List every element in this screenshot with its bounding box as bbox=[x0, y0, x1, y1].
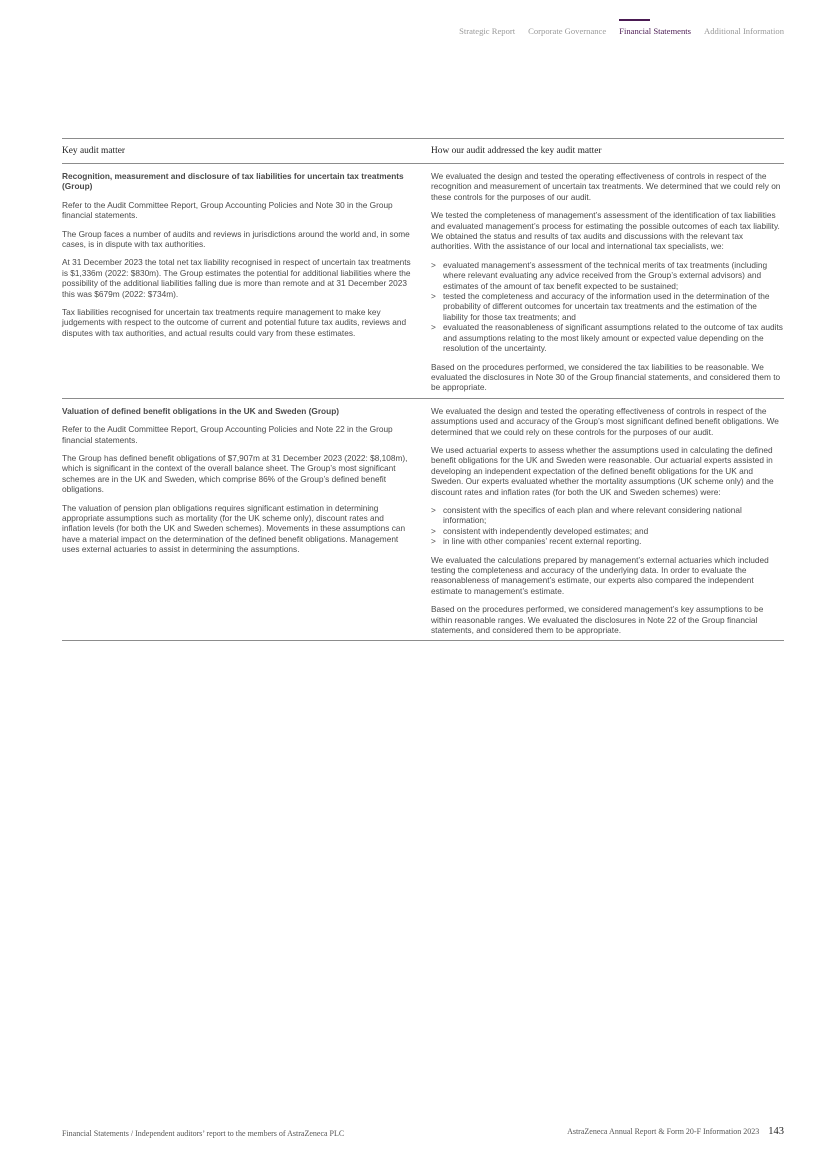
list-item: > in line with other companies’ recent external reporting. bbox=[431, 536, 784, 546]
list-item: > consistent with independently developed estimates; and bbox=[431, 526, 784, 536]
list-item: > evaluated management’s assessment of the technical merits of tax treatments (including where relevant evaluating any advice received from the Group’s external advisors) and estimates of the amount of tax benefit expected to be sustained; bbox=[431, 260, 784, 291]
paragraph: Based on the procedures performed, we considered management’s key assumptions to be within reasonable ranges. We evaluated the disclosures in Note 22 of the Group financial statements, and considered them to be appropriate. bbox=[431, 604, 764, 636]
nav-corporate-governance[interactable]: Corporate Governance bbox=[528, 26, 607, 36]
header-how-addressed: How our audit addressed the key audit matter bbox=[431, 146, 602, 156]
audit-matter-title: Recognition, measurement and disclosure of tax liabilities for uncertain tax treatments (Group) bbox=[62, 171, 404, 192]
paragraph: Refer to the Audit Committee Report, Group Accounting Policies and Note 22 in the Group financial statements. bbox=[62, 424, 393, 445]
paragraph: The Group faces a number of audits and reviews in jurisdictions around the world and, in some cases, is in dispute with tax authorities. bbox=[62, 228, 410, 250]
table-header bbox=[62, 138, 784, 164]
paragraph: The valuation of pension plan obligations requires significant estimation in determining appropriate assumptions such as mortality (for the UK scheme only), discount rates and inflation levels (for both the UK and Sweden schemes). Movements in these assumptions can have a material impact on the determination of the defined benefit obligations. Management uses external actuaries to assist in determining the assumptions. bbox=[62, 502, 406, 555]
key-audit-matters-table bbox=[62, 138, 784, 641]
table-row bbox=[62, 399, 784, 642]
paragraph: Tax liabilities recognised for uncertain tax treatments require management to make key judgements with respect to the outcome of current and potential future tax audits, reviews and disputes with tax authorities, and actual results could vary from these estimates. bbox=[62, 307, 407, 338]
page-number: 143 bbox=[768, 1126, 784, 1137]
bullet-list bbox=[431, 260, 784, 354]
paragraph: We evaluated the design and tested the operating effectiveness of controls in respect of the assumptions used and accuracy of the Group’s most significant defined benefit obligations. We determined that we could rely on these controls for the purposes of our audit. bbox=[431, 405, 779, 437]
audit-response-cell bbox=[431, 171, 784, 393]
paragraph: We evaluated the design and tested the operating effectiveness of controls in respect of the recognition and measurement of uncertain tax treatments. We determined that we could rely on these controls for the purposes of our audit. bbox=[431, 171, 781, 202]
paragraph: Refer to the Audit Committee Report, Group Accounting Policies and Note 30 in the Group financial statements. bbox=[62, 199, 393, 221]
table-row bbox=[62, 164, 784, 399]
list-item: > consistent with the specifics of each plan and where relevant considering national information; bbox=[431, 505, 784, 526]
paragraph: We evaluated the calculations prepared by management’s external actuaries which included testing the completeness and accuracy of the underlying data. In order to evaluate the reasonableness of management’s estimate, our experts also compared the independent estimate to management’s estimate. bbox=[431, 554, 769, 596]
paragraph: Based on the procedures performed, we considered the tax liabilities to be reasonable. We evaluated the disclosures in Note 30 of the Group financial statements, and considered them to be appropriate. bbox=[431, 361, 781, 393]
nav-strategic-report[interactable]: Strategic Report bbox=[459, 26, 516, 36]
paragraph: We tested the completeness of management’s assessment of the identification of tax liabilities and evaluated management’s process for estimating the possible outcomes of each tax liability. We obtained the status and results of tax audits and discussions with the relevant tax authorities. With the assistance of our local and international tax specialists, we: bbox=[431, 210, 780, 252]
header-key-audit-matter: Key audit matter bbox=[62, 146, 125, 156]
footer-publication bbox=[567, 1126, 784, 1137]
list-item: > tested the completeness and accuracy of the information used in the determination of the probability of different outcomes for uncertain tax treatments and the estimation of the liability for those tax treatments; and bbox=[431, 291, 784, 322]
paragraph: At 31 December 2023 the total net tax liability recognised in respect of uncertain tax treatments is $1,336m (2022: $830m). The Group estimates the potential for additional liabilities where the possibility of the additional liabilities falling due is more than remote and at 31 December 2023 this was $679m (2022: $734m). bbox=[62, 257, 411, 299]
audit-matter-title: Valuation of defined benefit obligations in the UK and Sweden (Group) bbox=[62, 405, 340, 416]
paragraph: We used actuarial experts to assess whether the assumptions used in calculating the defined benefit obligations for the UK and Sweden were reasonable. Our actuarial experts assisted in developing an independent expectation of the defined benefit obligations for the UK and Sweden. Our experts evaluated whether the mortality assumptions (UK scheme only) and the discount rates and inflation rates (for both the UK and Sweden schemes) were: bbox=[431, 444, 774, 497]
footer-section-title: Financial Statements / Independent auditors’ report to the members of AstraZeneca PLC bbox=[62, 1129, 345, 1138]
nav-financial-statements[interactable]: Financial Statements bbox=[619, 26, 692, 36]
top-navigation bbox=[459, 26, 784, 36]
bullet-list bbox=[431, 505, 784, 547]
nav-additional-information[interactable]: Additional Information bbox=[704, 26, 784, 36]
paragraph: The Group has defined benefit obligations of $7,907m at 31 December 2023 (2022: $8,108m), which is significant in the context of the overall balance sheet. The Group’s most significant schemes are in the UK and Sweden, which comprise 86% of the Group’s defined benefit obligations. bbox=[62, 452, 408, 495]
audit-response-cell bbox=[431, 406, 784, 636]
footer-report-title: AstraZeneca Annual Report & Form 20-F Information 2023 bbox=[567, 1127, 760, 1136]
key-audit-matter-cell bbox=[62, 171, 431, 393]
key-audit-matter-cell bbox=[62, 406, 431, 636]
list-item: > evaluated the reasonableness of significant assumptions related to the outcome of tax audits and assumptions relating to the most likely amount or expected value depending on the resolution of the uncertainty. bbox=[431, 322, 784, 353]
